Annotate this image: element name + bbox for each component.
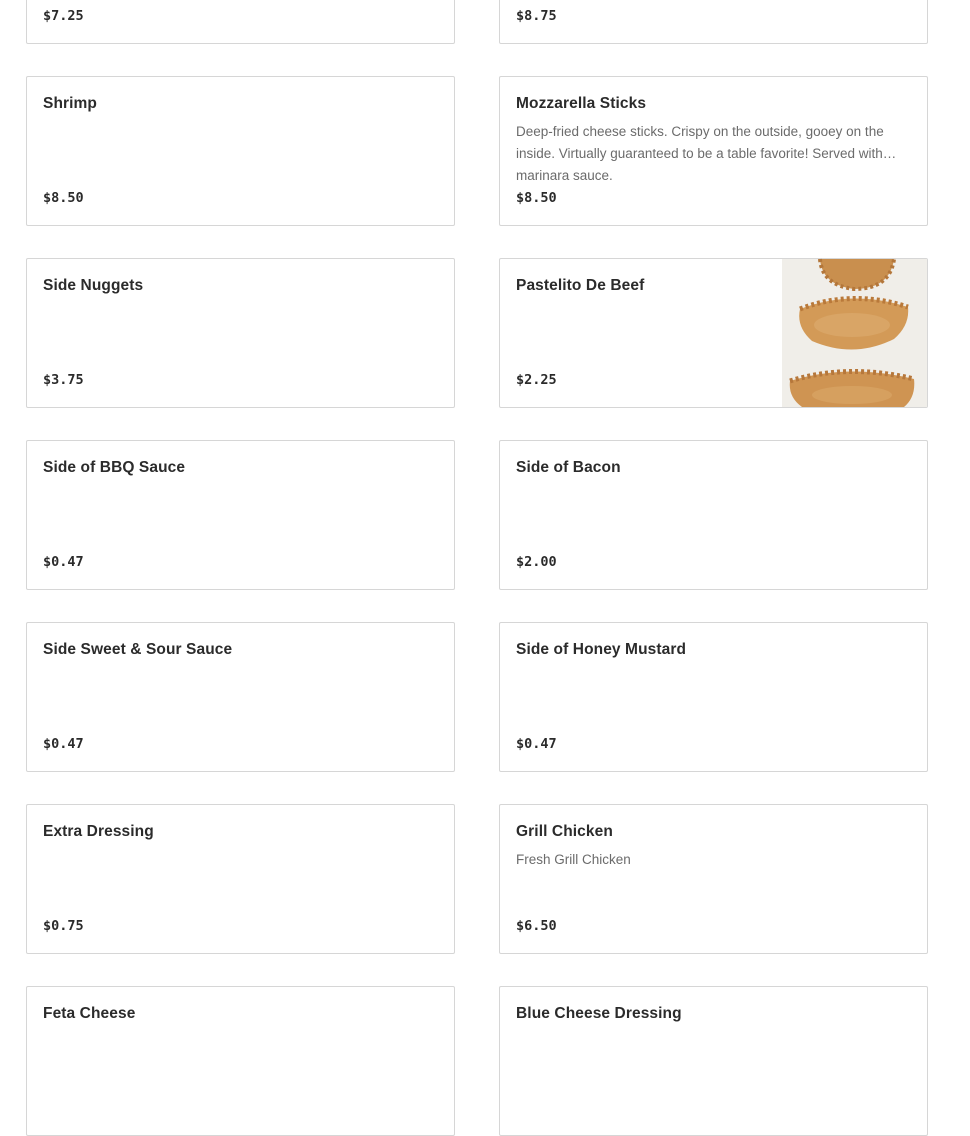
menu-item-card-mozzarella-sticks[interactable]	[499, 76, 928, 226]
menu-item-name: Side of Honey Mustard	[516, 641, 687, 658]
menu-item-price: $8.75	[516, 8, 557, 24]
menu-item-name: Side of BBQ Sauce	[43, 459, 186, 476]
menu-item-card-side-of-bbq-sauce[interactable]	[26, 440, 455, 590]
menu-item-name: Grill Chicken	[516, 823, 613, 840]
menu-item-card-side-of-honey-mustard[interactable]	[499, 622, 928, 772]
menu-item-card-grill-chicken[interactable]	[499, 804, 928, 954]
menu-item-price: $8.50	[516, 190, 557, 206]
menu-item-price: $0.47	[43, 554, 84, 570]
menu-item-photo	[782, 259, 927, 407]
menu-item-name: Feta Cheese	[43, 1005, 136, 1022]
menu-item-name: Side of Bacon	[516, 459, 621, 476]
menu-item-price: $3.75	[43, 372, 84, 388]
menu-item-name: Extra Dressing	[43, 823, 154, 840]
menu-item-price: $2.25	[516, 372, 557, 388]
menu-item-card[interactable]	[26, 0, 455, 44]
menu-item-name: Blue Cheese Dressing	[516, 1005, 682, 1022]
menu-item-price: $0.75	[43, 918, 84, 934]
menu-item-card-pastelito-de-beef[interactable]	[499, 258, 928, 408]
menu-item-price: $7.25	[43, 8, 84, 24]
menu-item-card-side-of-bacon[interactable]	[499, 440, 928, 590]
menu-item-price: $0.47	[516, 736, 557, 752]
menu-item-card-side-sweet-sour-sauce[interactable]	[26, 622, 455, 772]
menu-item-name: Side Sweet & Sour Sauce	[43, 641, 233, 658]
menu-item-card-extra-dressing[interactable]	[26, 804, 455, 954]
menu-item-price: $8.50	[43, 190, 84, 206]
menu-item-name: Pastelito De Beef	[516, 277, 645, 294]
menu-item-description: Fresh Grill Chicken	[516, 852, 631, 867]
menu-item-card-side-nuggets[interactable]	[26, 258, 455, 408]
menu-item-price: $6.50	[516, 918, 557, 934]
menu-item-card-shrimp[interactable]	[26, 76, 455, 226]
menu-item-card-blue-cheese-dressing[interactable]	[499, 986, 928, 1136]
menu-item-card[interactable]	[499, 0, 928, 44]
menu-item-name: Shrimp	[43, 95, 97, 112]
menu-item-price: $2.00	[516, 554, 557, 570]
menu-item-name: Side Nuggets	[43, 277, 144, 294]
menu-item-card-feta-cheese[interactable]	[26, 986, 455, 1136]
menu-item-description: Deep-fried cheese sticks. Crispy on the outside, gooey on the inside. Virtually guaranteed to be a table favorite! Served with marinara sauce.	[516, 124, 884, 183]
menu-item-price: $0.47	[43, 736, 84, 752]
menu-item-name: Mozzarella Sticks	[516, 95, 647, 112]
